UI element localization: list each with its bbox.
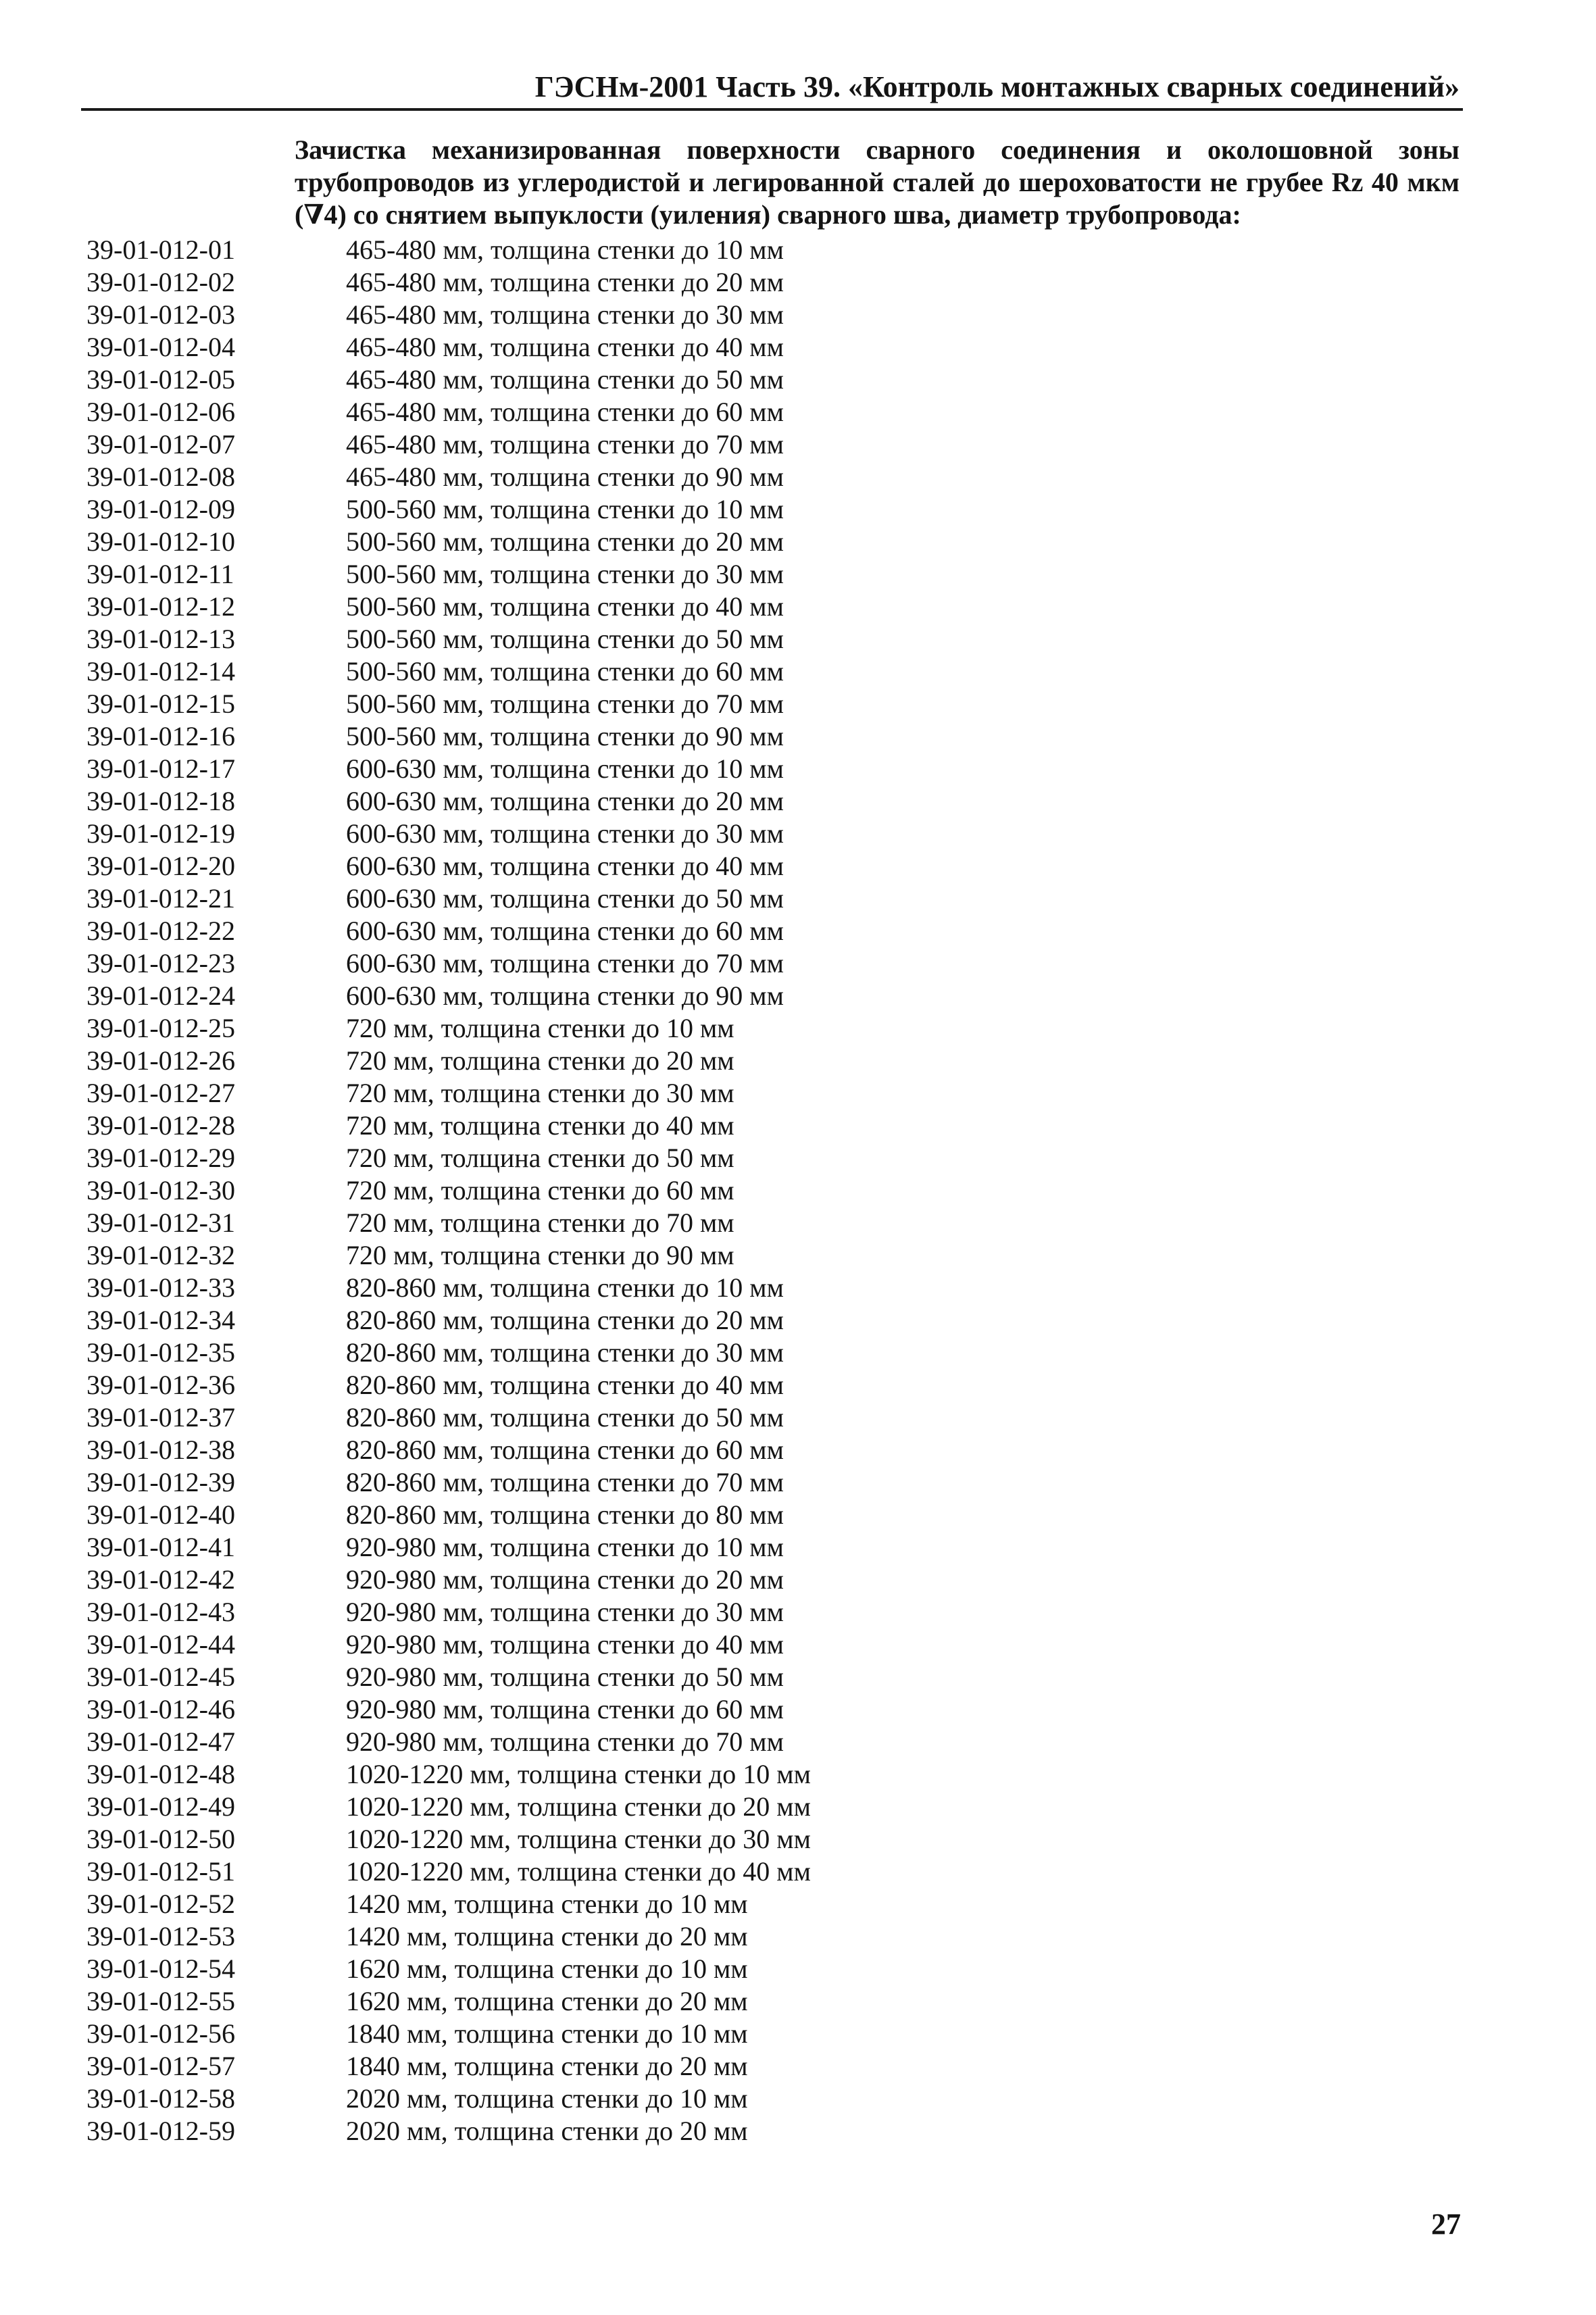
entry-description: 720 мм, толщина стенки до 30 мм [346,1078,734,1108]
entry-code: 39-01-012-32 [86,1240,235,1270]
entry-description: 820-860 мм, толщина стенки до 50 мм [346,1402,784,1433]
entry-description: 1620 мм, толщина стенки до 20 мм [346,1986,748,2016]
list-item [86,2050,1465,2083]
entry-code: 39-01-012-37 [86,1402,235,1433]
entry-description: 465-480 мм, толщина стенки до 40 мм [346,332,784,362]
entry-description: 600-630 мм, толщина стенки до 60 мм [346,916,784,946]
entry-description: 500-560 мм, толщина стенки до 70 мм [346,689,784,719]
entry-description: 2020 мм, толщина стенки до 10 мм [346,2083,748,2114]
list-item [86,1758,1465,1791]
list-item [86,1564,1465,1596]
entry-code: 39-01-012-08 [86,462,235,492]
entry-description: 820-860 мм, толщина стенки до 80 мм [346,1499,784,1530]
entry-code: 39-01-012-48 [86,1759,235,1789]
entry-description: 920-980 мм, толщина стенки до 20 мм [346,1564,784,1595]
list-item [86,655,1465,688]
entry-description: 1840 мм, толщина стенки до 20 мм [346,2051,748,2081]
entry-description: 465-480 мм, толщина стенки до 60 мм [346,397,784,427]
list-item [86,980,1465,1012]
entry-description: 820-860 мм, толщина стенки до 20 мм [346,1305,784,1335]
entry-code: 39-01-012-55 [86,1986,235,2016]
entry-description: 820-860 мм, толщина стенки до 70 мм [346,1467,784,1497]
entry-code: 39-01-012-12 [86,591,235,622]
entry-code: 39-01-012-49 [86,1791,235,1822]
entry-description: 500-560 мм, толщина стенки до 50 мм [346,624,784,654]
list-item [86,526,1465,558]
entry-description: 1620 мм, толщина стенки до 10 мм [346,1953,748,1984]
entry-description: 720 мм, толщина стенки до 70 мм [346,1208,734,1238]
list-item [86,331,1465,364]
entry-code: 39-01-012-26 [86,1045,235,1076]
entry-code: 39-01-012-01 [86,234,235,265]
entry-code: 39-01-012-29 [86,1143,235,1173]
entry-description: 820-860 мм, толщина стенки до 60 мм [346,1435,784,1465]
entry-description: 465-480 мм, толщина стенки до 20 мм [346,267,784,297]
list-item [86,1337,1465,1369]
list-item [86,1920,1465,1953]
entry-description: 820-860 мм, толщина стенки до 30 мм [346,1337,784,1368]
entry-description: 720 мм, толщина стенки до 60 мм [346,1175,734,1205]
list-item [86,1628,1465,1661]
entry-code: 39-01-012-15 [86,689,235,719]
page-number: 27 [1431,2208,1461,2241]
list-item [86,1985,1465,2018]
entry-description: 600-630 мм, толщина стенки до 70 мм [346,948,784,978]
list-item [86,1110,1465,1142]
entry-description: 2020 мм, толщина стенки до 20 мм [346,2116,748,2146]
list-item [86,2083,1465,2115]
entry-code: 39-01-012-23 [86,948,235,978]
header-rule [81,108,1463,111]
list-item [86,720,1465,753]
list-item [86,1726,1465,1758]
entry-code: 39-01-012-19 [86,818,235,849]
entry-description: 920-980 мм, толщина стенки до 40 мм [346,1629,784,1660]
entry-description: 820-860 мм, толщина стенки до 40 мм [346,1370,784,1400]
entry-code: 39-01-012-50 [86,1824,235,1854]
entry-code: 39-01-012-11 [86,559,234,589]
entry-code: 39-01-012-54 [86,1953,235,1984]
list-item [86,1791,1465,1823]
entry-code: 39-01-012-03 [86,299,235,330]
list-item [86,1401,1465,1434]
list-item [86,2115,1465,2147]
list-item [86,1499,1465,1531]
entry-code: 39-01-012-02 [86,267,235,297]
entry-description: 500-560 мм, толщина стенки до 60 мм [346,656,784,687]
entry-code: 39-01-012-56 [86,2018,235,2049]
list-item [86,1174,1465,1207]
entry-description: 465-480 мм, толщина стенки до 90 мм [346,462,784,492]
entry-code: 39-01-012-52 [86,1889,235,1919]
list-item [86,234,1465,266]
list-item [86,299,1465,331]
entry-code: 39-01-012-46 [86,1694,235,1724]
entry-code: 39-01-012-51 [86,1856,235,1887]
entry-code: 39-01-012-17 [86,753,235,784]
entry-code: 39-01-012-59 [86,2116,235,2146]
entry-code: 39-01-012-09 [86,494,235,524]
list-item [86,1531,1465,1564]
entry-code: 39-01-012-39 [86,1467,235,1497]
list-item [86,1012,1465,1045]
entry-description: 1420 мм, толщина стенки до 20 мм [346,1921,748,1951]
list-item [86,591,1465,623]
entry-description: 500-560 мм, толщина стенки до 40 мм [346,591,784,622]
entry-description: 465-480 мм, толщина стенки до 70 мм [346,429,784,459]
entry-description: 500-560 мм, толщина стенки до 10 мм [346,494,784,524]
entry-code: 39-01-012-20 [86,851,235,881]
entry-code: 39-01-012-25 [86,1013,235,1043]
list-item [86,753,1465,785]
entry-description: 720 мм, толщина стенки до 90 мм [346,1240,734,1270]
list-item [86,947,1465,980]
entry-code: 39-01-012-30 [86,1175,235,1205]
list-item [86,1434,1465,1466]
entry-description: 1420 мм, толщина стенки до 10 мм [346,1889,748,1919]
list-item [86,1661,1465,1693]
entry-list [86,234,1465,2147]
entry-description: 720 мм, толщина стенки до 20 мм [346,1045,734,1076]
list-item [86,428,1465,461]
entry-code: 39-01-012-24 [86,980,235,1011]
list-item [86,623,1465,655]
section-intro-text: Зачистка механизированная поверхности сварного соединения и околошовной зоны трубопроводов из углеродистой и легированной сталей до шероховатости не грубее Rz 40 мкм (∇4) со снятием выпуклости (уиления) сварного шва, диаметр трубопровода: [295,134,1460,230]
list-item [86,1369,1465,1401]
entry-code: 39-01-012-36 [86,1370,235,1400]
list-item [86,818,1465,850]
list-item [86,558,1465,591]
entry-code: 39-01-012-10 [86,526,235,557]
entry-description: 920-980 мм, толщина стенки до 10 мм [346,1532,784,1562]
entry-description: 720 мм, толщина стенки до 50 мм [346,1143,734,1173]
entry-code: 39-01-012-31 [86,1208,235,1238]
list-item [86,1953,1465,1985]
entry-code: 39-01-012-58 [86,2083,235,2114]
list-item [86,882,1465,915]
entry-code: 39-01-012-33 [86,1272,235,1303]
list-item [86,850,1465,882]
entry-description: 600-630 мм, толщина стенки до 40 мм [346,851,784,881]
entry-description: 1020-1220 мм, толщина стенки до 20 мм [346,1791,811,1822]
entry-description: 465-480 мм, толщина стенки до 50 мм [346,364,784,395]
entry-code: 39-01-012-07 [86,429,235,459]
entry-description: 1020-1220 мм, толщина стенки до 40 мм [346,1856,811,1887]
list-item [86,1304,1465,1337]
entry-code: 39-01-012-22 [86,916,235,946]
entry-description: 1020-1220 мм, толщина стенки до 30 мм [346,1824,811,1854]
entry-code: 39-01-012-13 [86,624,235,654]
list-item [86,396,1465,428]
section-intro [295,134,1460,231]
list-item [86,1142,1465,1174]
entry-code: 39-01-012-43 [86,1597,235,1627]
entry-code: 39-01-012-57 [86,2051,235,2081]
running-header: ГЭСНм-2001 Часть 39. «Контроль монтажных сварных соединений» [534,70,1460,103]
entry-code: 39-01-012-40 [86,1499,235,1530]
list-item [86,688,1465,720]
list-item [86,1466,1465,1499]
entry-code: 39-01-012-35 [86,1337,235,1368]
entry-description: 500-560 мм, толщина стенки до 20 мм [346,526,784,557]
entry-description: 920-980 мм, толщина стенки до 60 мм [346,1694,784,1724]
entry-code: 39-01-012-34 [86,1305,235,1335]
list-item [86,1856,1465,1888]
entry-code: 39-01-012-53 [86,1921,235,1951]
entry-code: 39-01-012-44 [86,1629,235,1660]
entry-code: 39-01-012-21 [86,883,235,914]
entry-description: 600-630 мм, толщина стенки до 50 мм [346,883,784,914]
entry-description: 720 мм, толщина стенки до 10 мм [346,1013,734,1043]
entry-description: 500-560 мм, толщина стенки до 30 мм [346,559,784,589]
list-item [86,1077,1465,1110]
list-item [86,1045,1465,1077]
entry-description: 600-630 мм, толщина стенки до 90 мм [346,980,784,1011]
entry-description: 1840 мм, толщина стенки до 10 мм [346,2018,748,2049]
entry-code: 39-01-012-06 [86,397,235,427]
list-item [86,1596,1465,1628]
entry-description: 1020-1220 мм, толщина стенки до 10 мм [346,1759,811,1789]
entry-description: 920-980 мм, толщина стенки до 50 мм [346,1662,784,1692]
list-item [86,1823,1465,1856]
entry-code: 39-01-012-41 [86,1532,235,1562]
entry-description: 600-630 мм, толщина стенки до 30 мм [346,818,784,849]
entry-code: 39-01-012-27 [86,1078,235,1108]
entry-description: 600-630 мм, толщина стенки до 10 мм [346,753,784,784]
list-item [86,1239,1465,1272]
list-item [86,2018,1465,2050]
list-item [86,1207,1465,1239]
list-item [86,364,1465,396]
list-item [86,1272,1465,1304]
entry-description: 600-630 мм, толщина стенки до 20 мм [346,786,784,816]
list-item [86,915,1465,947]
entry-code: 39-01-012-45 [86,1662,235,1692]
entry-description: 500-560 мм, толщина стенки до 90 мм [346,721,784,751]
list-item [86,785,1465,818]
entry-code: 39-01-012-42 [86,1564,235,1595]
list-item [86,266,1465,299]
entry-code: 39-01-012-16 [86,721,235,751]
entry-description: 920-980 мм, толщина стенки до 30 мм [346,1597,784,1627]
entry-description: 720 мм, толщина стенки до 40 мм [346,1110,734,1141]
list-item [86,1888,1465,1920]
entry-code: 39-01-012-04 [86,332,235,362]
entry-code: 39-01-012-47 [86,1726,235,1757]
entry-code: 39-01-012-05 [86,364,235,395]
entry-description: 465-480 мм, толщина стенки до 30 мм [346,299,784,330]
entry-code: 39-01-012-38 [86,1435,235,1465]
list-item [86,493,1465,526]
entry-description: 465-480 мм, толщина стенки до 10 мм [346,234,784,265]
entry-description: 920-980 мм, толщина стенки до 70 мм [346,1726,784,1757]
list-item [86,1693,1465,1726]
entry-code: 39-01-012-14 [86,656,235,687]
entry-code: 39-01-012-18 [86,786,235,816]
list-item [86,461,1465,493]
entry-code: 39-01-012-28 [86,1110,235,1141]
entry-description: 820-860 мм, толщина стенки до 10 мм [346,1272,784,1303]
